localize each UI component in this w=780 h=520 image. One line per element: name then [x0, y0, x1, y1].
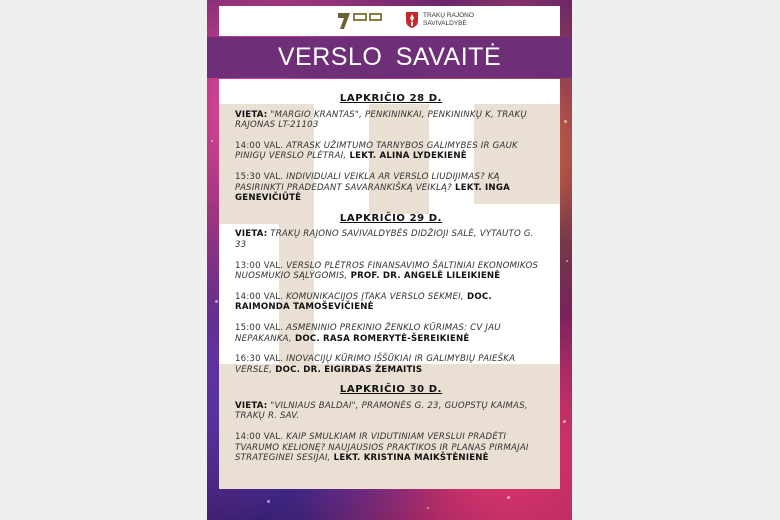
venue-text: "VILNIAUS BALDAI", PRAMONĖS G. 23, GUOPSTŲ KAIMAS, TRAKŲ R. SAV. [235, 400, 528, 422]
title-band [207, 37, 572, 78]
event-poster [207, 0, 572, 520]
venue-label: VIETA: [235, 109, 268, 120]
page-title: VERSLO SAVAITĖ [277, 43, 502, 71]
session-lecturer: LEKT. KRISTINA MAIKŠTĖNIENĖ [330, 453, 489, 464]
sparkle [564, 120, 567, 123]
schedule-panel [219, 79, 560, 489]
session-time: 14:00 VAL. [235, 140, 284, 151]
venue-text: TRAKŲ RAJONO SAVIVALDYBĖS DIDŽIOJI SALĖ, VYTAUTO G. 33 [235, 229, 534, 250]
municipality-line: TRAKŲ RAJONO [423, 12, 474, 19]
bottom-background [219, 489, 560, 520]
schedule-content [235, 94, 547, 474]
session-topic: KOMUNIKACIJOS ĮTAKA VERSLO SEKMEI, [283, 291, 464, 302]
session-lecturer: DOC. RAIMONDA TAMOŠEVIČIENĖ [235, 291, 492, 313]
trakai-coat-of-arms-icon [405, 11, 419, 29]
session-topic: INOVACIJŲ KŪRIMO IŠŠŪKIAI IR GALIMYBIŲ PAIEŠKA VERSLE, [235, 354, 516, 375]
session-time: 15:00 VAL. [235, 322, 284, 333]
sparkle [563, 420, 566, 423]
session-time: 14:00 VAL. [235, 432, 284, 443]
venue-label: VIETA: [235, 400, 268, 411]
venue-line [235, 110, 547, 131]
session [235, 354, 547, 375]
session-lecturer: DOC. DR. EIGIRDAS ŽEMAITIS [272, 364, 423, 375]
logo-header [219, 6, 560, 36]
venue-text: "MARGIO KRANTAS", PENKININKAI, PENKININKŲ K, TRAKŲ RAJONAS LT-21103 [235, 109, 527, 131]
session-topic: ASMENINIO PREKINIO ŽENKLO KŪRIMAS: CV JAU NEPAKANKA, [235, 322, 501, 344]
session-topic: VERSLO PLĖTROS FINANSAVIMO ŠALTINIAI EKONOMIKOS NUOSMUKIO SĄLYGOMIS, [235, 260, 539, 282]
session-topic: KAIP SMULKIAM IR VIDUTINIAM VERSLUI PRADĖTI TVARUMO KELIONĘ? NAUJAUSIOS PRAKTIKOS IR PLANAS PIRMAJAI STRATEGINEI SESIJAI, [235, 432, 529, 464]
session-time: 14:00 VAL. [235, 291, 284, 302]
day-heading: LAPKRIČIO 29 D. [339, 212, 443, 224]
municipality-name [423, 12, 483, 28]
venue-line [235, 229, 547, 250]
session [235, 432, 547, 464]
venue-label: VIETA: [235, 229, 268, 240]
session-lecturer: LEKT. ALINA LYDEKIENĖ [346, 151, 467, 162]
session-time: 15:30 VAL. [235, 171, 284, 182]
sparkle [215, 300, 218, 303]
session-lecturer: PROF. DR. ANGELĖ LILEIKIENĖ [347, 271, 501, 282]
session [235, 261, 547, 282]
municipality-line: SAVIVALDYBĖ [423, 20, 467, 27]
session-lecturer: LEKT. INGA GENEVIČIŪTĖ [235, 182, 510, 204]
session [235, 323, 547, 344]
sparkle [211, 140, 213, 142]
700-logo [337, 12, 383, 30]
session-lecturer: DOC. RASA ROMERYTĖ-ŠEREIKIENĖ [291, 333, 470, 344]
session-topic: INDIVIDUALI VEIKLA AR VERSLO LIUDIJIMAS? KĄ PASIRINKTI PRADEDANT SAVARANKIŠKĄ VEIKLĄ? [235, 171, 500, 193]
session [235, 292, 547, 313]
session-topic: ATRASK UŽIMTUMO TARNYBOS GALIMYBES IR GAUK PINIGŲ VERSLO PLĖTRAI, [235, 140, 518, 162]
sparkle [566, 260, 568, 262]
day-heading: LAPKRIČIO 30 D. [339, 384, 443, 396]
session-time: 16:30 VAL. [235, 354, 284, 365]
session [235, 141, 547, 162]
venue-line [235, 401, 547, 422]
session-time: 13:00 VAL. [235, 260, 284, 271]
session [235, 172, 547, 204]
day-heading: LAPKRIČIO 28 D. [339, 93, 443, 104]
